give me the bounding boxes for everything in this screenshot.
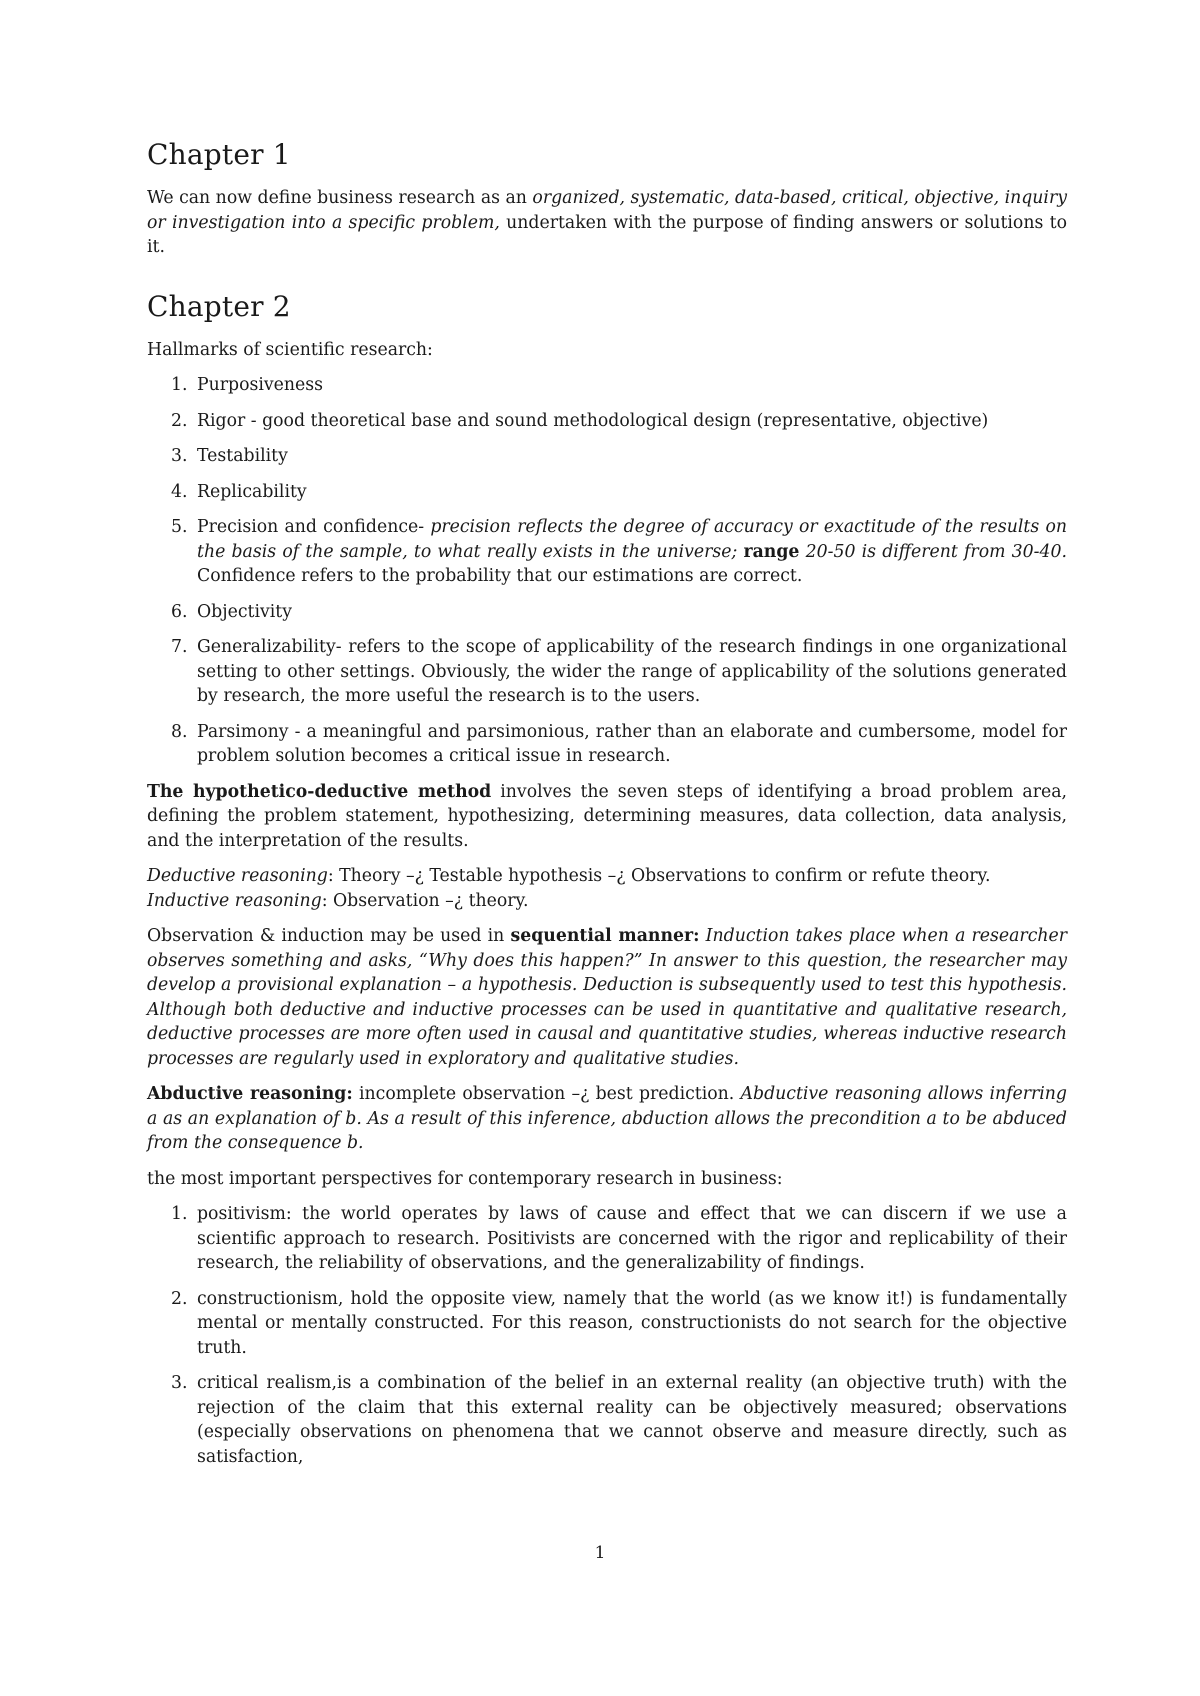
list-item xyxy=(147,373,1067,398)
list-number: 3. xyxy=(171,446,188,466)
list-number: 8. xyxy=(171,721,188,742)
hallmarks-list xyxy=(147,373,1067,769)
list-number: 7. xyxy=(171,637,188,657)
perspectives-intro: the most important perspectives for contemporary research in business: xyxy=(147,1168,783,1189)
list-number: 6. xyxy=(171,601,188,622)
inductive-text: : Observation –¿ theory. xyxy=(321,890,529,911)
deductive-label: Deductive reasoning xyxy=(147,866,328,886)
list-text: Testability xyxy=(197,446,288,466)
hypothetico-bold: The hypothetico-deductive method xyxy=(147,781,492,802)
list-item xyxy=(147,409,1067,434)
list-item xyxy=(147,1371,1067,1469)
abductive-text: incomplete observation –¿ best prediction. xyxy=(352,1084,741,1104)
list-text: Precision and confidence- xyxy=(197,517,431,537)
list-number: 1. xyxy=(171,375,188,395)
document-page xyxy=(147,138,1067,1480)
list-number: 3. xyxy=(171,1373,188,1393)
sequential-emphasis: Induction takes place when a researcher observes something and asks, “Why does this happen?” In answer to this question, the researcher may develop a provisional explanation – a hypothesis. Deduction is subsequently used to test this hypothesis. Although both deductive and inductive processes can be used in quantitative and qualitative research, deductive processes are more often used in causal and quantitative studies, whereas inductive research processes are regularly used in exploratory and qualitative studies. xyxy=(147,926,1067,1069)
list-emphasis: 20-50 is different from 30-40. xyxy=(799,541,1067,562)
chapter-1-definition xyxy=(147,186,1067,260)
list-item xyxy=(147,1202,1067,1276)
list-text: Confidence refers to the probability that our estimations are correct. xyxy=(197,566,803,586)
deductive-text: : Theory –¿ Testable hypothesis –¿ Observations to confirm or refute theory. xyxy=(327,866,991,886)
list-item xyxy=(147,515,1067,589)
list-text: critical realism,is a combination of the belief in an external reality (an objective truth) with the rejection of the claim that this external reality can be objectively measured; observations (especially observations on phenomena that we cannot observe and measure directly, such as satisfaction, xyxy=(197,1373,1067,1467)
abductive-emphasis: Abductive reasoning allows inferring a as an explanation of b. As a result of this inference, abduction allows the precondition a to be abduced from the consequence b. xyxy=(147,1084,1067,1153)
perspectives-list xyxy=(147,1202,1067,1469)
list-number: 5. xyxy=(171,517,188,537)
list-item xyxy=(147,635,1067,709)
abductive-paragraph xyxy=(147,1082,1067,1156)
list-number: 4. xyxy=(171,481,188,502)
list-text: Parsimony - a meaningful and parsimonious, rather than an elaborate and cumbersome, model for problem solution becomes a critical issue in research. xyxy=(197,721,1067,766)
list-text: Rigor - good theoretical base and sound methodological design (representative, objective) xyxy=(197,410,989,431)
hallmarks-intro: Hallmarks of scientific research: xyxy=(147,339,433,360)
abductive-bold: Abductive reasoning: xyxy=(147,1084,353,1104)
inductive-label: Inductive reasoning xyxy=(147,890,322,911)
list-item xyxy=(147,444,1067,469)
hypothetico-deductive-paragraph xyxy=(147,780,1067,854)
definition-text-end: undertaken with the purpose of finding answers or solutions to it. xyxy=(147,212,1067,257)
list-bold: range xyxy=(743,541,800,562)
chapter-1-heading: Chapter 1 xyxy=(147,138,291,171)
sequential-text: Observation & induction may be used in xyxy=(147,926,511,946)
list-item xyxy=(147,1287,1067,1361)
list-text: Purposiveness xyxy=(197,375,323,395)
list-emphasis: precision reflects the degree of accuracy or exactitude of the results on the basis of the sample, to what really exists in the universe; xyxy=(197,517,1067,562)
list-number: 2. xyxy=(171,1288,188,1309)
list-text: Generalizability- refers to the scope of applicability of the research findings in one organizational setting to other settings. Obviously, the wider the range of applicability of the solutions generated by research, the more useful the research is to the users. xyxy=(197,637,1067,706)
sequential-bold: sequential manner: xyxy=(510,926,700,946)
reasoning-paragraph xyxy=(147,864,1067,913)
list-text: positivism: the world operates by laws of cause and effect that we can discern if we use a scientific approach to research. Positivists are concerned with the rigor and replicability of their research, the reliability of observations, and the generalizability of findings. xyxy=(197,1204,1067,1273)
hypothetico-text: involves the seven steps of identifying a broad problem area, defining the problem statement, hypothesizing, determining measures, data collection, data analysis, and the interpretation of the results. xyxy=(147,781,1067,851)
list-text: constructionism, hold the opposite view, namely that the world (as we know it!) is fundamentally mental or mentally constructed. For this reason, constructionists do not search for the objective truth. xyxy=(197,1288,1067,1358)
list-item xyxy=(147,720,1067,769)
list-number: 1. xyxy=(171,1204,188,1224)
chapter-2-heading: Chapter 2 xyxy=(147,289,291,323)
list-item xyxy=(147,600,1067,625)
list-number: 2. xyxy=(171,410,188,431)
definition-emphasis: organized, systematic, data-based, critical, objective, inquiry or investigation into a specific problem, xyxy=(147,188,1067,233)
page-number: 1 xyxy=(594,1543,606,1563)
sequential-paragraph xyxy=(147,924,1067,1071)
list-text: Replicability xyxy=(197,481,307,502)
list-item xyxy=(147,480,1067,505)
definition-text: We can now define business research as an xyxy=(147,188,533,208)
list-text: Objectivity xyxy=(197,601,292,622)
